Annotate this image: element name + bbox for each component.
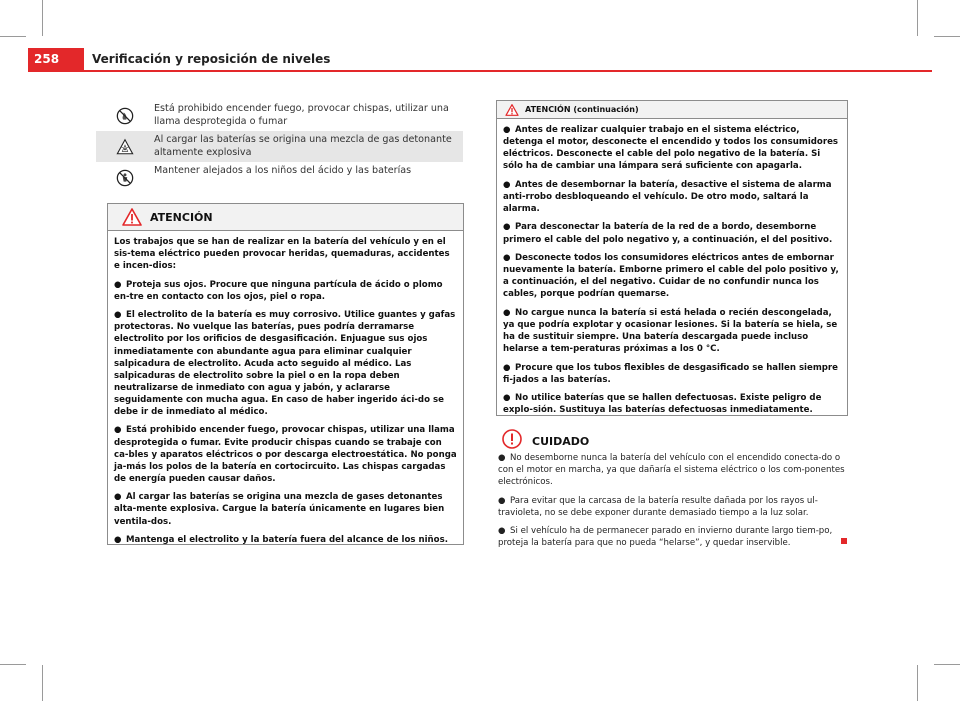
bullet: ● xyxy=(114,535,122,546)
caution-item: ● No desemborne nunca la batería del vehículo con el encendido conecta-do o con el motor en marcha, ya que dañaría el sistema eléctrico o los com-ponentes electrónicos. xyxy=(498,453,845,488)
warning-item: ● Procure que los tubos flexibles de desgasificado se hallen siempre fi-jados a las baterías. xyxy=(503,362,838,385)
bullet: ● xyxy=(114,310,122,321)
bullet: ● xyxy=(498,526,506,537)
warning-item: ● Antes de desembornar la batería, desactive el sistema de alarma anti-rrobo desbloqueando el vehículo. De otro modo, saltará la alarma. xyxy=(503,179,832,214)
warning-body xyxy=(497,119,847,429)
end-of-section-marker xyxy=(841,538,847,544)
warning-intro: Los trabajos que se han de realizar en la batería del vehículo y en el sis-tema eléctrico pueden provocar heridas, quemaduras, accidentes e incen-dios: xyxy=(114,237,450,272)
crop-mark-bottom-right-h xyxy=(934,664,960,665)
warning-body xyxy=(108,231,463,559)
caution-item: ● Si el vehículo ha de permanecer parado en invierno durante largo tiem-po, proteja la batería para que no pueda “helarse”, y quedar inservible. xyxy=(498,526,833,549)
bullet: ● xyxy=(503,393,511,404)
caution-title: CUIDADO xyxy=(532,435,590,448)
caution-item: ● Para evitar que la carcasa de la batería resulte dañada por los rayos ul-travioleta, no se debe exponer durante demasiado tiempo a la luz solar. xyxy=(498,495,818,518)
warning-item: ● Al cargar las baterías se origina una mezcla de gases detonantes alta-mente explosiva. Cargue la batería únicamente en lugares bien ventila-dos. xyxy=(114,492,445,527)
bullet: ● xyxy=(503,179,511,190)
warning-box xyxy=(107,203,464,545)
crop-mark-bottom-left-h xyxy=(0,664,26,665)
warning-item: ● No cargue nunca la batería si está helada o recién descongelada, ya que podría explotar y ocasionar lesiones. Si la batería se hiela, se ha de sustituir siempre. Una batería descargada puede incluso helarse a tem-peraturas próximas a los 0 °C. xyxy=(503,307,838,355)
warning-item: ● Mantenga el electrolito y la batería fuera del alcance de los niños. xyxy=(114,535,448,546)
warning-item: ● Está prohibido encender fuego, provocar chispas, utilizar una llama desprotegida o fumar. Evite producir chispas cuando se trabaje con ca-bles y aparatos eléctricos o por descarga electroestática. No ponga ja-más los polos de la batería en cortocircuito. Las chispas cargadas de energía pueden causar daños. xyxy=(114,425,457,484)
warning-item: ● Proteja sus ojos. Procure que ninguna partícula de ácido o plomo en-tre en contacto con los ojos, piel o ropa. xyxy=(114,279,443,302)
symbol-row xyxy=(96,100,463,131)
symbol-row xyxy=(96,131,463,162)
warning-item: ● Desconecte todos los consumidores eléctricos antes de embornar nuevamente la batería. Emborne primero el cable del polo positivo y, a continuación, el del negativo. Cuidar de no confundir nunca los cables, porque podrían quemarse. xyxy=(503,253,839,300)
symbol-description: Al cargar las baterías se origina una mezcla de gas detonante altamente explosiva xyxy=(154,134,452,158)
no-fire-icon xyxy=(96,103,154,125)
bullet: ● xyxy=(503,222,511,233)
bullet: ● xyxy=(114,279,122,290)
caution-section xyxy=(498,428,848,556)
crop-mark-top-left-h xyxy=(0,36,26,37)
crop-mark-bottom-left-v xyxy=(42,665,43,701)
crop-mark-top-left-v xyxy=(42,0,43,36)
symbol-description: Mantener alejados a los niños del ácido y las baterías xyxy=(154,165,412,177)
bullet: ● xyxy=(498,453,506,463)
warning-triangle-icon xyxy=(505,104,519,116)
warning-title: ATENCIÓN xyxy=(150,210,213,224)
crop-mark-bottom-right-v xyxy=(917,665,918,701)
explosive-gas-icon xyxy=(96,134,154,156)
crop-mark-top-right-h xyxy=(934,36,960,37)
page-number: 258 xyxy=(28,48,84,70)
caution-body xyxy=(498,450,848,549)
symbol-row xyxy=(96,162,463,190)
section-title: Verificación y reposición de niveles xyxy=(92,52,331,66)
bullet: ● xyxy=(503,125,511,135)
keep-children-away-icon xyxy=(96,165,154,187)
crop-mark-top-right-v xyxy=(917,0,918,36)
bullet: ● xyxy=(503,253,511,264)
warning-header xyxy=(497,101,847,119)
bullet: ● xyxy=(114,492,122,503)
exclamation-circle-icon xyxy=(502,429,522,449)
header-rule xyxy=(28,70,932,72)
bullet: ● xyxy=(114,425,122,436)
warning-item: ● Para desconectar la batería de la red de a bordo, desemborne primero el cable del polo negativo y, a continuación, el del positivo. xyxy=(503,222,833,245)
warning-item: ● El electrolito de la batería es muy corrosivo. Utilice guantes y gafas protectoras. No vuelque las baterías, pues podría derramarse electrolito por los orificios de desgasificación. Enjuague sus ojos inmediatamente con abundante agua para eliminar cualquier salpicadura de electrolito. Acuda acto seguido al médico. Las salpicaduras de electrolito sobre la piel o en la ropa deben neutralizarse de inmediato con agua y jabón, y aclararse seguidamente con mucha agua. En caso de haber ingerido áci-do se debe ir de inmediato al médico. xyxy=(114,310,456,417)
warning-title: ATENCIÓN (continuación) xyxy=(525,105,639,114)
warning-header xyxy=(108,204,463,231)
warning-box-continued xyxy=(496,100,848,416)
symbol-table xyxy=(96,100,463,190)
warning-item: ● No utilice baterías que se hallen defectuosas. Existe peligro de explo-sión. Sustituya las baterías defectuosas inmediatamente. xyxy=(503,393,822,416)
bullet: ● xyxy=(498,495,506,506)
warning-triangle-icon xyxy=(122,208,142,226)
caution-header xyxy=(502,428,848,450)
warning-item: ● Antes de realizar cualquier trabajo en el sistema eléctrico, detenga el motor, desconecte el encendido y todos los consumidores eléctricos. Desconecte el cable del polo negativo de la batería. Si sólo ha de cambiar una lámpara será suficiente con apagarla. xyxy=(503,125,839,172)
bullet: ● xyxy=(503,362,511,373)
symbol-description: Está prohibido encender fuego, provocar chispas, utilizar una llama desprotegida o fumar xyxy=(154,103,449,127)
bullet: ● xyxy=(503,307,511,318)
